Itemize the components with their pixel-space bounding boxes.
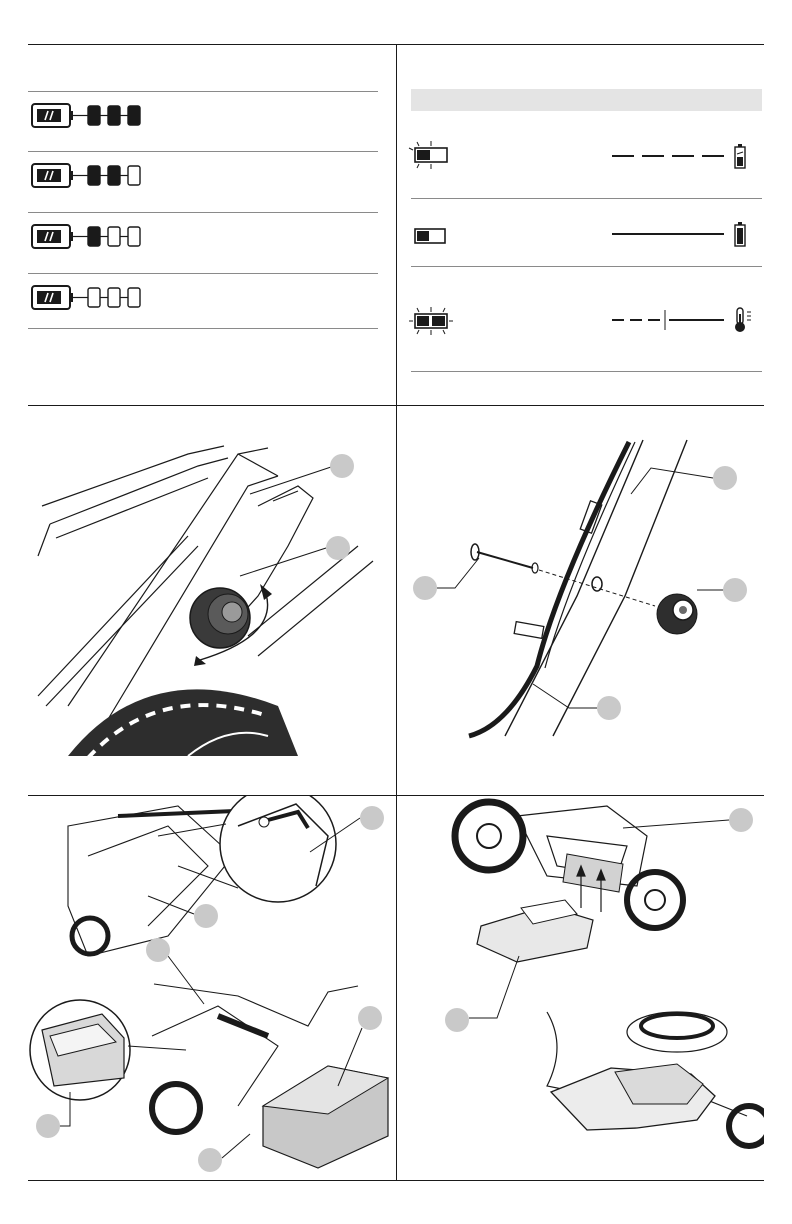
handle-bolt-assembly-diagram [397,406,764,795]
led-segment-lit [108,106,120,125]
led-segment-off [108,227,120,246]
battery-icon [32,286,73,309]
led-segment-lit [88,227,100,246]
discharge-chute-diagram [397,796,764,1180]
callout-circle [358,1006,382,1030]
battery-icon [32,104,73,127]
handle-knob [190,588,250,648]
callout-circle [360,806,384,830]
led-segment-off [128,288,140,307]
callout-circle [198,1148,222,1172]
charger-status-rows [397,44,764,405]
led-segment-lit [88,106,100,125]
callout-circle [713,466,737,490]
grass-bag-install-diagram [28,796,396,1180]
charge-indicator-rows [28,44,396,405]
callout-circle [723,578,747,602]
discharge-chute-illustration [397,796,764,1180]
callout-circle [413,576,437,600]
rotate-arrowhead-top [260,584,272,600]
led-segment-off [128,166,140,185]
led-segment-lit [108,166,120,185]
mixed-status-line [612,310,724,330]
rotate-arrowhead-bottom [194,656,206,666]
charger-status-panel [397,44,764,405]
bag-detail-magnifier [30,1000,130,1100]
callout-circle [445,1008,469,1032]
handle-knob-diagram [28,406,396,795]
callout-circle [194,904,218,928]
wheel [68,689,298,758]
battery-icon [32,225,73,248]
led-segment-lit [88,166,100,185]
callout-circle [36,1114,60,1138]
status-indicator-solid-half [415,229,445,243]
charge-level-row [32,164,140,187]
callout-circle [326,536,350,560]
callout-circle [597,696,621,720]
battery-icon [32,164,73,187]
grass-bag-illustration [28,796,396,1180]
callout-circle [330,454,354,478]
status-indicator-flashing-half [409,141,447,169]
battery-full-icon [735,222,745,246]
thermometer-icon [735,308,751,332]
detail-magnifier [220,796,336,902]
discharge-deflector [477,900,593,962]
battery-charging-icon [735,144,745,168]
led-segment-off [88,288,100,307]
charge-level-row [32,286,140,309]
charge-indicator-panel [28,44,396,405]
status-indicator-flashing-full [409,307,453,335]
installed-deflector [551,1064,715,1130]
bottom-rule [28,1180,764,1181]
handle-knob [657,594,697,634]
chute-opening [563,854,623,892]
charge-level-row [32,104,140,127]
handle-knob-illustration [28,406,396,795]
charge-level-row [32,225,140,248]
led-segment-lit [128,106,140,125]
led-segment-off [128,227,140,246]
callout-circle [146,938,170,962]
led-segment-off [108,288,120,307]
handle-bolt-illustration [397,406,764,795]
callout-circle [729,808,753,832]
grass-bag [263,1066,388,1168]
